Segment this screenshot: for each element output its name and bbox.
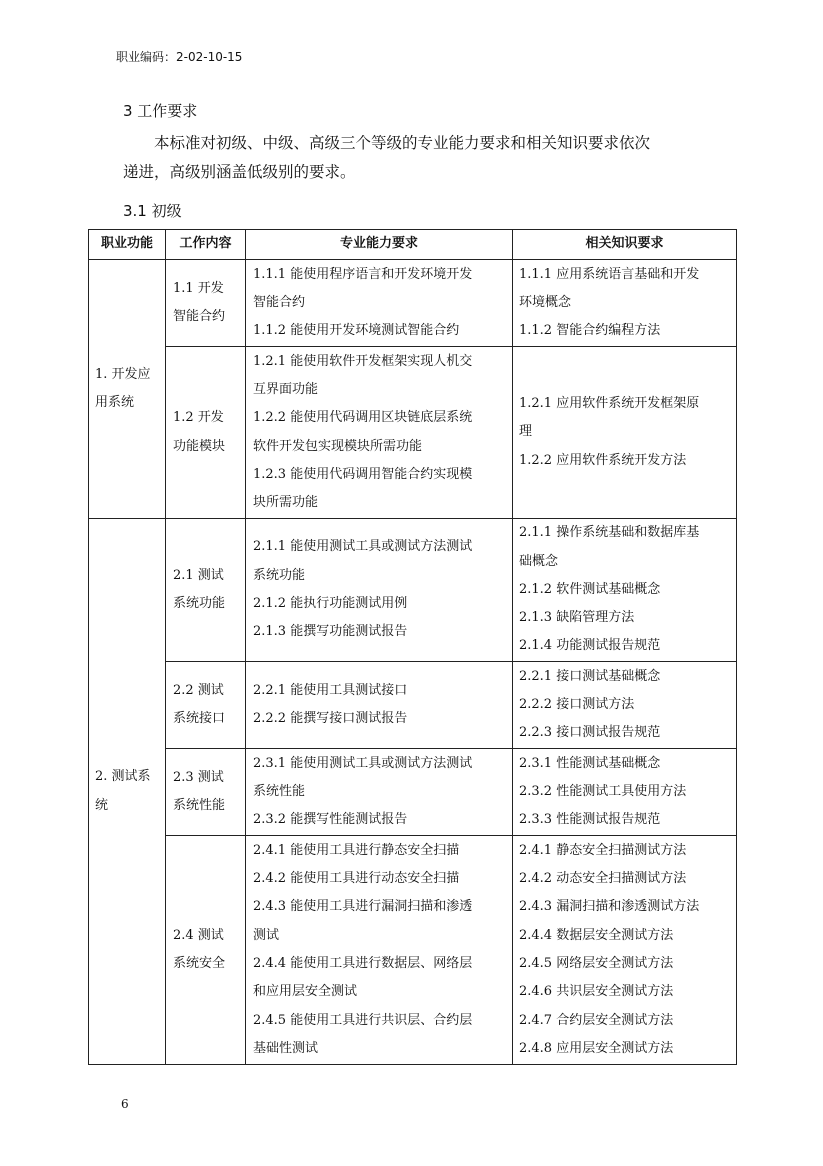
knowledge-cell: [513, 260, 737, 347]
knowledge-line: 2.4.1 静态安全扫描测试方法: [519, 842, 687, 858]
knowledge-line: 1.2.1 应用软件系统开发框架原: [519, 396, 700, 412]
content-line: 系统性能: [173, 798, 226, 813]
knowledge-line: 理: [519, 424, 533, 440]
knowledge-line: 1.1.1 应用系统语言基础和开发: [519, 266, 700, 282]
content-line: 2.3 测试: [173, 769, 224, 785]
work-content-cell: [166, 749, 246, 836]
ability-line: 1.2.3 能使用代码调用智能合约实现模: [253, 466, 473, 482]
ability-line: 和应用层安全测试: [253, 984, 358, 1000]
knowledge-line: 2.4.4 数据层安全测试方法: [519, 927, 674, 943]
knowledge-line: 2.1.3 缺陷管理方法: [519, 610, 635, 626]
knowledge-line: 2.3.2 性能测试工具使用方法: [519, 783, 687, 799]
knowledge-line: 2.2.1 接口测试基础概念: [519, 668, 661, 684]
ability-line: 1.2.2 能使用代码调用区块链底层系统: [253, 410, 473, 426]
ability-line: 2.4.1 能使用工具进行静态安全扫描: [253, 842, 460, 858]
function-line: 用系统: [95, 395, 135, 410]
ability-line: 基础性测试: [253, 1040, 319, 1056]
knowledge-cell: [513, 662, 737, 749]
ability-line: 2.3.2 能撰写性能测试报告: [253, 812, 408, 828]
knowledge-line: 2.4.6 共识层安全测试方法: [519, 984, 674, 1000]
content-line: 功能模块: [173, 438, 226, 454]
ability-line: 2.4.5 能使用工具进行共识层、合约层: [253, 1012, 473, 1028]
ability-cell: [246, 519, 513, 662]
knowledge-line: 2.2.2 接口测试方法: [519, 696, 635, 712]
ability-line: 系统功能: [253, 567, 306, 583]
ability-line: 2.2.2 能撰写接口测试报告: [253, 711, 408, 726]
table-header-row: [89, 230, 737, 260]
ability-line: 2.1.1 能使用测试工具或测试方法测试: [253, 539, 473, 555]
header-knowledge-requirements: 相关知识要求: [513, 230, 737, 260]
knowledge-cell: [513, 519, 737, 662]
knowledge-line: 2.1.2 软件测试基础概念: [519, 581, 661, 597]
paragraph-line: 递进，高级别涵盖低级别的要求。: [123, 163, 356, 181]
ability-line: 智能合约: [253, 294, 306, 310]
ability-cell: [246, 260, 513, 347]
page-number: 6: [121, 1097, 129, 1111]
content-line: 1.2 开发: [173, 410, 224, 426]
ability-cell: [246, 836, 513, 1065]
content-line: 系统安全: [173, 956, 226, 971]
function-line: 2. 测试系: [95, 769, 151, 785]
requirements-table: [88, 229, 737, 1065]
table-row: [89, 749, 737, 836]
ability-line: 1.2.1 能使用软件开发框架实现人机交: [253, 353, 473, 369]
ability-cell: [246, 749, 513, 836]
table-row: [89, 347, 737, 519]
ability-cell: [246, 662, 513, 749]
knowledge-line: 2.3.3 性能测试报告规范: [519, 812, 661, 828]
content-line: 智能合约: [173, 309, 226, 324]
function-cell: [89, 519, 166, 1065]
function-line: 1. 开发应: [95, 366, 151, 382]
knowledge-line: 2.4.8 应用层安全测试方法: [519, 1040, 674, 1056]
ability-line: 互界面功能: [253, 381, 319, 397]
knowledge-line: 础概念: [519, 553, 559, 569]
content-line: 系统接口: [173, 711, 226, 726]
ability-line: 系统性能: [253, 783, 306, 799]
knowledge-line: 2.3.1 性能测试基础概念: [519, 755, 661, 771]
ability-line: 软件开发包实现模块所需功能: [253, 438, 423, 454]
knowledge-cell: [513, 749, 737, 836]
table-row: [89, 519, 737, 662]
occupation-code-header: 职业编码：2-02-10-15: [116, 50, 243, 64]
table-row: [89, 662, 737, 749]
work-content-cell: [166, 347, 246, 519]
ability-line: 2.4.2 能使用工具进行动态安全扫描: [253, 871, 460, 887]
work-content-cell: [166, 836, 246, 1065]
knowledge-line: 2.1.1 操作系统基础和数据库基: [519, 525, 700, 541]
knowledge-cell: [513, 347, 737, 519]
header-ability-requirements: 专业能力要求: [246, 230, 513, 260]
work-content-cell: [166, 260, 246, 347]
knowledge-line: 2.4.2 动态安全扫描测试方法: [519, 871, 687, 887]
ability-line: 2.1.2 能执行功能测试用例: [253, 596, 408, 611]
knowledge-line: 2.1.4 功能测试报告规范: [519, 638, 661, 654]
ability-line: 测试: [253, 927, 280, 943]
ability-line: 2.1.3 能撰写功能测试报告: [253, 624, 408, 640]
knowledge-line: 环境概念: [519, 294, 572, 310]
ability-cell: [246, 347, 513, 519]
ability-line: 1.1.2 能使用开发环境测试智能合约: [253, 323, 460, 339]
header-occupational-function: 职业功能: [89, 230, 166, 260]
table-row: [89, 836, 737, 1065]
knowledge-line: 1.1.2 智能合约编程方法: [519, 323, 661, 339]
section-3-paragraph: [123, 129, 708, 187]
section-3-title: 3 工作要求: [123, 102, 198, 120]
table-row: [89, 260, 737, 347]
ability-line: 2.2.1 能使用工具测试接口: [253, 682, 408, 698]
work-content-cell: [166, 519, 246, 662]
header-work-content: 工作内容: [166, 230, 246, 260]
content-line: 1.1 开发: [173, 280, 224, 296]
paragraph-line: 本标准对初级、中级、高级三个等级的专业能力要求和相关知识要求依次: [154, 134, 651, 152]
ability-line: 块所需功能: [253, 495, 319, 511]
knowledge-line: 2.4.3 漏洞扫描和渗透测试方法: [519, 899, 700, 915]
work-content-cell: [166, 662, 246, 749]
function-line: 统: [95, 797, 109, 813]
content-line: 2.1 测试: [173, 567, 224, 583]
ability-line: 2.4.4 能使用工具进行数据层、网络层: [253, 956, 473, 971]
ability-line: 2.4.3 能使用工具进行漏洞扫描和渗透: [253, 899, 473, 915]
content-line: 2.2 测试: [173, 682, 224, 698]
knowledge-line: 2.2.3 接口测试报告规范: [519, 725, 661, 741]
function-cell: [89, 260, 166, 519]
content-line: 2.4 测试: [173, 927, 224, 943]
knowledge-cell: [513, 836, 737, 1065]
knowledge-line: 2.4.7 合约层安全测试方法: [519, 1012, 674, 1028]
ability-line: 1.1.1 能使用程序语言和开发环境开发: [253, 266, 473, 282]
knowledge-line: 2.4.5 网络层安全测试方法: [519, 956, 674, 971]
section-3-1-title: 3.1 初级: [123, 202, 182, 220]
content-line: 系统功能: [173, 596, 226, 611]
knowledge-line: 1.2.2 应用软件系统开发方法: [519, 452, 687, 468]
ability-line: 2.3.1 能使用测试工具或测试方法测试: [253, 755, 473, 771]
